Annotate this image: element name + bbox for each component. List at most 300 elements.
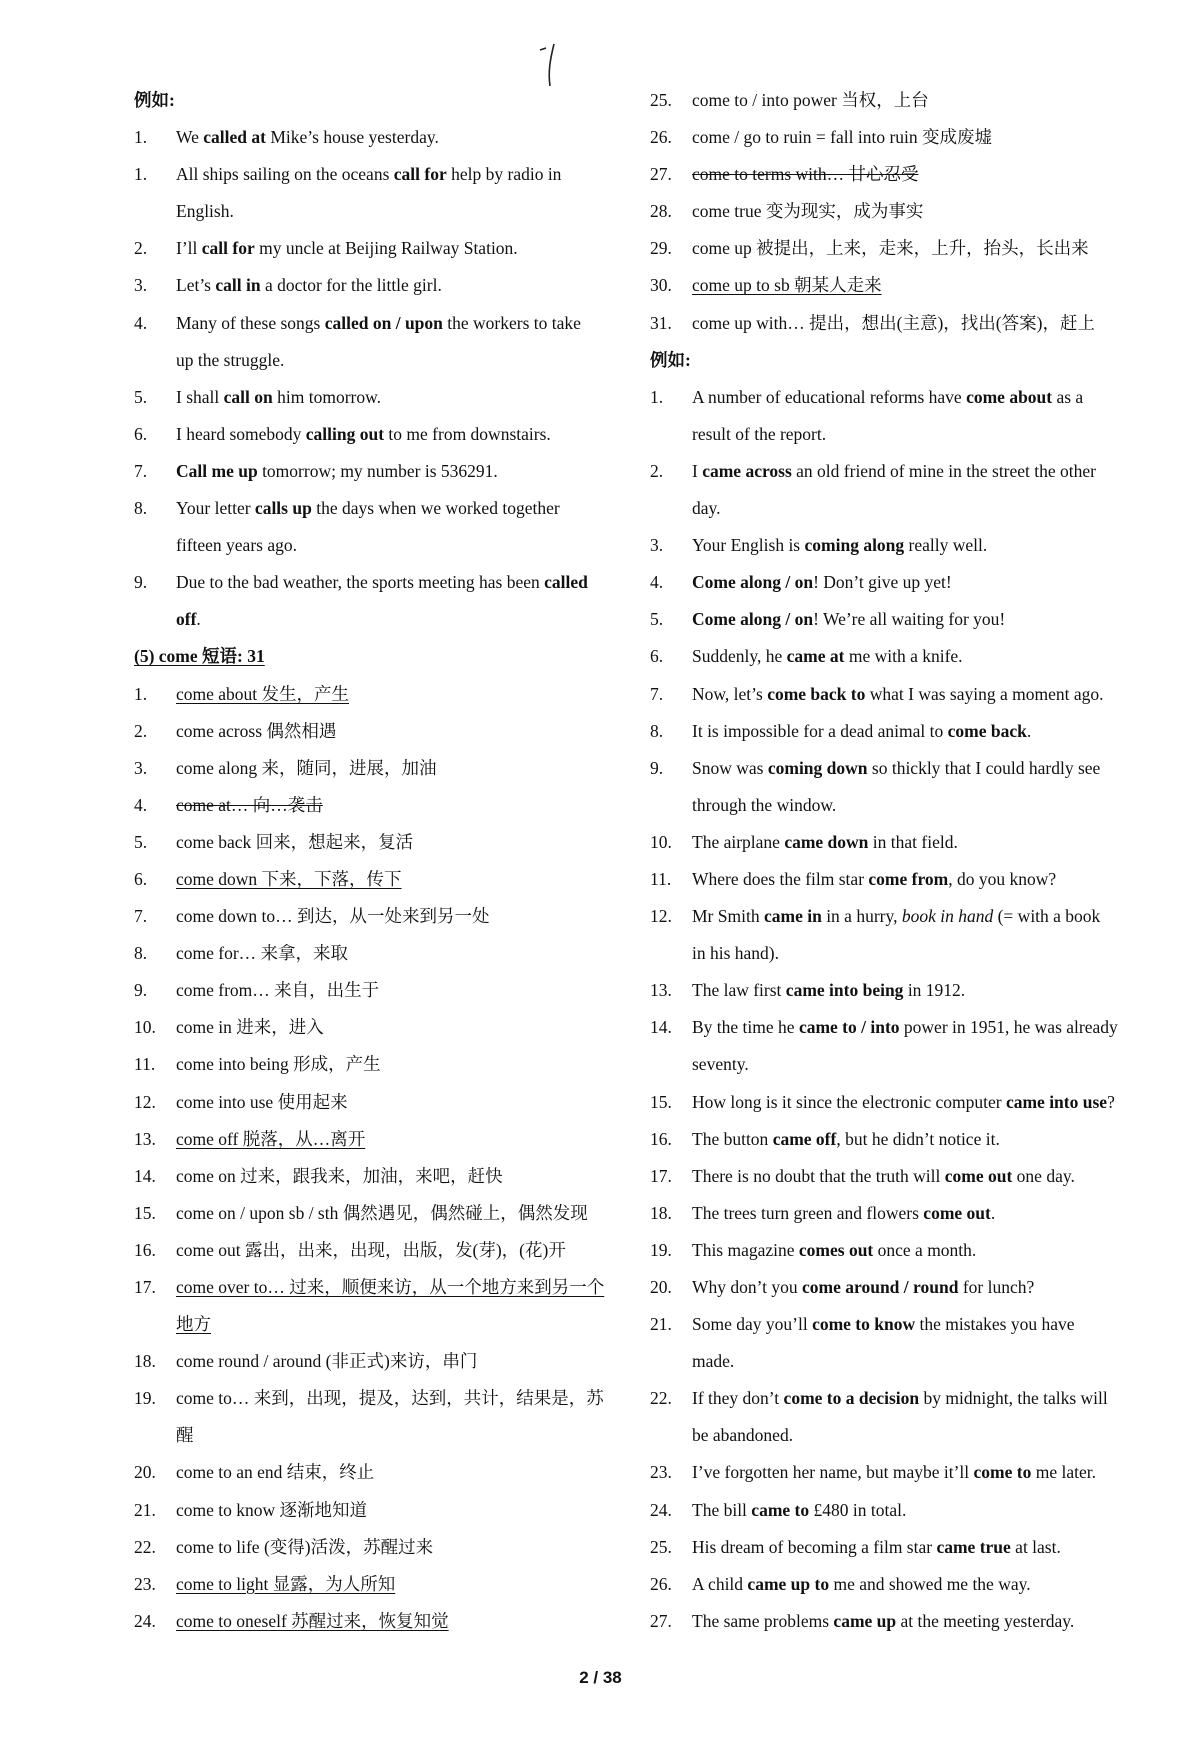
item-text — [692, 230, 1089, 267]
text-segment: Let’s — [176, 275, 216, 296]
item-text — [176, 972, 379, 1009]
list-item — [650, 972, 1135, 1009]
item-number: 6. — [134, 868, 148, 889]
text-segment: The bill — [692, 1499, 752, 1520]
text-segment: I shall — [176, 386, 224, 407]
item-text — [692, 379, 1083, 416]
item-text — [692, 119, 992, 156]
phrase-bold: came up to — [747, 1573, 830, 1594]
item-text — [692, 1158, 1075, 1195]
text-segment: come on 过来，跟我来，加油，来吧，赶快 — [176, 1165, 503, 1186]
item-text — [692, 1603, 1074, 1640]
text-segment: come down 下来，下落，传下 — [176, 868, 402, 889]
text-segment: £480 in total. — [809, 1499, 907, 1520]
list-item — [134, 1454, 614, 1491]
item-text — [692, 1195, 995, 1232]
list-item — [134, 1269, 614, 1306]
phrase-bold: came into use — [1005, 1091, 1108, 1112]
list-item — [134, 601, 614, 638]
text-segment: by midnight, the talks will — [919, 1388, 1108, 1409]
text-segment: come along 来，随同，进展，加油 — [176, 757, 437, 778]
text-segment: . — [990, 1202, 996, 1223]
item-text — [176, 787, 323, 824]
phrase-bold: came into being — [785, 980, 904, 1001]
list-item — [134, 713, 614, 750]
item-text — [692, 898, 1100, 935]
text-segment: in his hand). — [692, 943, 780, 964]
text-segment: up the struggle. — [176, 349, 285, 370]
item-text — [692, 1269, 1034, 1306]
item-number: 14. — [650, 1017, 672, 1038]
text-segment: come back 回来，想起来，复活 — [176, 831, 414, 852]
item-text — [692, 750, 1100, 787]
text-segment: come to an end 结束，终止 — [176, 1462, 375, 1483]
text-segment: How long is it since the electronic computer — [692, 1091, 1006, 1112]
text-segment: come to life (变得)活泼，苏醒过来 — [176, 1536, 434, 1557]
text-segment: The button — [692, 1128, 773, 1149]
item-text — [692, 156, 919, 193]
item-number: 2. — [650, 460, 664, 481]
item-text — [176, 1232, 566, 1269]
list-item — [650, 379, 1135, 416]
text-segment: come up to sb 朝某人走来 — [692, 275, 882, 296]
item-number: 27. — [650, 1610, 672, 1631]
text-segment: We — [176, 127, 204, 148]
item-number: 22. — [650, 1388, 672, 1409]
list-item — [134, 527, 614, 564]
text-segment: come out 露出，出来，出现，出版，发(芽)，(花)开 — [176, 1239, 566, 1260]
text-segment: come into use 使用起来 — [176, 1091, 348, 1112]
list-item — [650, 416, 1135, 453]
phrase-bold: Come along / on — [692, 609, 814, 630]
text-segment: my uncle at Beijing Railway Station. — [254, 238, 518, 259]
item-text — [176, 1306, 211, 1343]
item-number: 5. — [134, 831, 148, 852]
text-segment: English. — [176, 201, 234, 222]
list-item — [134, 898, 614, 935]
phrase-bold: coming down — [767, 757, 868, 778]
item-text — [692, 824, 958, 861]
item-number: 11. — [134, 1054, 156, 1075]
item-text — [176, 527, 297, 564]
phrase-bold: came to / into — [798, 1017, 900, 1038]
text-segment: I’ve forgotten her name, but maybe it’ll — [692, 1462, 974, 1483]
text-segment: fifteen years ago. — [176, 535, 297, 556]
item-text — [176, 1046, 381, 1083]
item-number: 30. — [650, 275, 672, 296]
list-item — [134, 156, 614, 193]
item-text — [176, 861, 402, 898]
list-item — [650, 527, 1135, 564]
item-text — [176, 1454, 374, 1491]
phrase-bold: called on / upon — [324, 312, 443, 333]
item-number: 31. — [650, 312, 672, 333]
list-item — [650, 601, 1135, 638]
item-number: 25. — [650, 1536, 672, 1557]
list-item — [650, 119, 1135, 156]
text-segment: (= with a book — [993, 906, 1101, 927]
text-segment: All ships sailing on the oceans — [176, 164, 394, 185]
item-number: 15. — [650, 1091, 672, 1112]
list-item — [650, 230, 1135, 267]
item-number: 18. — [134, 1351, 156, 1372]
list-item — [650, 1009, 1135, 1046]
list-item — [134, 305, 614, 342]
item-text — [692, 1492, 906, 1529]
item-number: 5. — [650, 609, 664, 630]
item-text — [692, 972, 965, 1009]
list-item — [650, 1306, 1135, 1343]
item-text — [176, 119, 439, 156]
phrase-bold: came to — [751, 1499, 810, 1520]
phrase-bold: come about — [966, 386, 1053, 407]
text-segment: come to light 显露，为人所知 — [176, 1573, 396, 1594]
list-item — [134, 193, 614, 230]
phrase-bold: came up — [833, 1610, 897, 1631]
item-text — [176, 230, 518, 267]
list-item — [650, 1046, 1135, 1083]
item-number: 3. — [134, 757, 148, 778]
list-item — [134, 676, 614, 713]
text-segment: come true 变为现实，成为事实 — [692, 201, 924, 222]
text-segment: as a — [1052, 386, 1084, 407]
item-text — [692, 267, 882, 304]
text-segment: , do you know? — [948, 868, 1057, 889]
text-segment: me later. — [1031, 1462, 1096, 1483]
list-item — [134, 935, 614, 972]
list-item — [134, 1343, 614, 1380]
item-text — [692, 1454, 1096, 1491]
text-segment: seventy. — [692, 1054, 749, 1075]
text-segment: . — [196, 609, 201, 630]
text-segment: Some day you’ll — [692, 1314, 813, 1335]
item-text — [692, 1121, 1000, 1158]
phrase-bold: coming along — [804, 535, 905, 556]
item-number: 4. — [134, 312, 148, 333]
text-segment: come on / upon sb / sth 偶然遇见，偶然碰上，偶然发现 — [176, 1202, 588, 1223]
text-segment: come off 脱落，从…离开 — [176, 1128, 366, 1149]
item-number: 25. — [650, 90, 672, 110]
text-segment: Due to the bad weather, the sports meeting has been — [176, 572, 545, 593]
item-text — [692, 1084, 1115, 1121]
section-heading — [134, 638, 614, 675]
item-number: 10. — [650, 831, 672, 852]
list-item — [650, 1084, 1135, 1121]
list-item — [650, 82, 1135, 119]
phrase-bold: Call me up — [176, 460, 258, 481]
item-text — [176, 156, 561, 193]
list-item — [134, 1195, 614, 1232]
text-segment: come to know 逐渐地知道 — [176, 1499, 368, 1520]
text-segment: come for… 来拿，来取 — [176, 943, 349, 964]
text-segment: The law first — [692, 980, 786, 1001]
list-item — [134, 787, 614, 824]
phrase-bold: call for — [201, 238, 255, 259]
list-item — [650, 1566, 1135, 1603]
item-number: 6. — [134, 423, 148, 444]
item-text — [176, 750, 437, 787]
text-segment: in that field. — [868, 831, 958, 852]
text-segment: made. — [692, 1351, 735, 1372]
text-segment: day. — [692, 498, 721, 519]
list-item — [650, 824, 1135, 861]
item-number: 11. — [650, 868, 672, 889]
item-number: 28. — [650, 201, 672, 222]
item-number: 2. — [134, 720, 148, 741]
list-item — [134, 1306, 614, 1343]
heading-text: 例如: — [650, 349, 691, 370]
text-segment: Mr Smith — [692, 906, 764, 927]
item-text — [176, 267, 442, 304]
list-item — [650, 1269, 1135, 1306]
list-item — [134, 453, 614, 490]
item-number: 13. — [134, 1128, 156, 1149]
text-segment: By the time he — [692, 1017, 799, 1038]
list-item — [134, 972, 614, 1009]
text-segment: come into being 形成，产生 — [176, 1054, 381, 1075]
item-number: 5. — [134, 386, 148, 407]
text-segment: the mistakes you have — [915, 1314, 1075, 1335]
item-text — [692, 935, 779, 972]
text-segment: me with a knife. — [844, 646, 963, 667]
list-item — [650, 1232, 1135, 1269]
item-text — [176, 453, 498, 490]
text-segment: for lunch? — [958, 1277, 1035, 1297]
phrase-bold: came down — [784, 831, 869, 852]
list-item — [134, 1158, 614, 1195]
item-number: 26. — [650, 1573, 672, 1594]
text-segment: A number of educational reforms have — [692, 386, 967, 407]
item-text — [176, 1492, 367, 1529]
item-number: 7. — [134, 460, 148, 481]
text-segment: through the window. — [692, 794, 837, 815]
text-segment: This magazine — [692, 1239, 799, 1260]
text-segment: the days when we worked together — [311, 498, 560, 519]
text-segment: so thickly that I could hardly see — [867, 757, 1101, 778]
item-text — [692, 638, 963, 675]
text-segment: in a hurry, — [821, 906, 902, 927]
text-segment: really well. — [904, 535, 988, 556]
phrase-bold: come around / round — [802, 1277, 959, 1297]
list-item — [134, 230, 614, 267]
phrase-bold: called at — [203, 127, 266, 148]
item-text — [176, 564, 588, 601]
item-number: 21. — [134, 1499, 156, 1520]
item-text — [692, 676, 1104, 713]
phrase-bold: came off — [772, 1128, 837, 1149]
item-text — [692, 1232, 976, 1269]
list-item — [134, 564, 614, 601]
item-text — [176, 305, 581, 342]
item-number: 1. — [650, 386, 664, 407]
text-segment: Now, let’s — [692, 683, 768, 704]
text-segment: at the meeting yesterday. — [896, 1610, 1075, 1631]
item-text — [176, 1417, 194, 1454]
item-text — [692, 601, 1005, 638]
item-text — [692, 490, 721, 527]
list-item — [650, 267, 1135, 304]
phrase-bold: call on — [223, 386, 273, 407]
heading-text: (5) come 短语: 31 — [134, 646, 265, 667]
item-number: 4. — [650, 572, 664, 593]
text-segment: The airplane — [692, 831, 785, 852]
item-number: 21. — [650, 1314, 672, 1335]
list-item — [650, 787, 1135, 824]
item-text — [176, 1343, 477, 1380]
text-segment: help by radio in — [446, 164, 562, 185]
item-text — [176, 824, 413, 861]
list-item — [134, 861, 614, 898]
list-item — [650, 1529, 1135, 1566]
item-text — [176, 1009, 324, 1046]
text-segment: Why don’t you — [692, 1277, 803, 1297]
item-text — [692, 305, 1095, 342]
text-segment: at last. — [1010, 1536, 1061, 1557]
right-column — [650, 82, 1135, 1640]
text-segment: I heard somebody — [176, 423, 306, 444]
list-item — [650, 305, 1135, 342]
text-segment: ? — [1107, 1091, 1115, 1112]
item-number: 8. — [134, 498, 148, 519]
list-item — [650, 564, 1135, 601]
item-number: 13. — [650, 980, 672, 1001]
list-item — [650, 935, 1135, 972]
item-number: 17. — [650, 1165, 672, 1186]
item-number: 8. — [650, 720, 664, 741]
phrase-bold: call in — [215, 275, 261, 296]
item-number: 9. — [134, 980, 148, 1001]
phrase-bold: Come along / on — [692, 572, 814, 593]
list-item — [134, 342, 614, 379]
item-text — [176, 676, 349, 713]
text-segment: Many of these songs — [176, 312, 325, 333]
text-segment: come at… 向…袭击 — [176, 794, 323, 815]
item-text — [692, 1380, 1108, 1417]
list-item — [134, 1232, 614, 1269]
item-number: 2. — [134, 238, 148, 259]
item-number: 16. — [134, 1239, 156, 1260]
phrase-bold: calling out — [305, 423, 385, 444]
phrase-bold: calls up — [254, 498, 312, 519]
list-item — [134, 1009, 614, 1046]
list-item — [134, 267, 614, 304]
text-segment: It is impossible for a dead animal to — [692, 720, 948, 741]
item-text — [692, 193, 923, 230]
phrase-bold: come to a decision — [783, 1388, 920, 1409]
item-text — [692, 861, 1056, 898]
item-number: 4. — [134, 794, 148, 815]
item-text — [176, 1603, 449, 1640]
item-text — [692, 527, 987, 564]
item-text — [176, 713, 336, 750]
phrase-bold: off — [176, 609, 197, 630]
item-text — [692, 1529, 1061, 1566]
item-text — [692, 1566, 1031, 1603]
list-item — [650, 1454, 1135, 1491]
item-number: 24. — [134, 1610, 156, 1631]
item-number: 3. — [650, 535, 664, 556]
item-number: 18. — [650, 1202, 672, 1223]
item-number: 29. — [650, 238, 672, 259]
text-segment: come to oneself 苏醒过来，恢复知觉 — [176, 1610, 449, 1631]
text-segment: a doctor for the little girl. — [260, 275, 442, 296]
item-text — [176, 1121, 365, 1158]
item-text — [176, 1380, 604, 1417]
list-item — [650, 156, 1135, 193]
text-segment: come over to… 过来，顺便来访，从一个地方来到另一个 — [176, 1277, 605, 1297]
text-segment: 醒 — [176, 1425, 194, 1446]
text-segment: A child — [692, 1573, 748, 1594]
item-number: 12. — [650, 906, 672, 927]
list-item — [134, 1417, 614, 1454]
item-text — [176, 1158, 503, 1195]
phrase-bold: come back to — [767, 683, 866, 704]
text-segment: Your English is — [692, 535, 805, 556]
text-segment: result of the report. — [692, 423, 827, 444]
item-text — [692, 564, 952, 601]
item-text — [692, 1306, 1075, 1343]
text-segment: Your letter — [176, 498, 255, 519]
item-text — [176, 1084, 348, 1121]
list-item — [134, 119, 614, 156]
text-segment: power in 1951, he was already — [899, 1017, 1118, 1038]
text-segment: I’ll — [176, 238, 202, 259]
text-segment: once a month. — [873, 1239, 977, 1260]
list-item — [134, 1529, 614, 1566]
item-text — [176, 379, 381, 416]
item-text — [176, 1269, 604, 1306]
item-number: 27. — [650, 164, 672, 185]
list-item — [650, 898, 1135, 935]
item-text — [176, 416, 551, 453]
text-segment: in 1912. — [903, 980, 966, 1001]
text-segment: come up 被提出，上来，走来，上升，抬头，长出来 — [692, 238, 1089, 259]
item-text — [692, 713, 1031, 750]
text-segment: come to terms with… 甘心忍受 — [692, 164, 919, 185]
text-segment: come down to… 到达，从一处来到另一处 — [176, 906, 490, 927]
list-item — [650, 193, 1135, 230]
item-number: 3. — [134, 275, 148, 296]
list-item — [650, 1417, 1135, 1454]
item-text — [176, 935, 348, 972]
item-text — [176, 898, 490, 935]
item-number: 20. — [134, 1462, 156, 1483]
phrase-bold: come back — [947, 720, 1027, 741]
text-segment: come in 进来，进入 — [176, 1017, 324, 1038]
list-item — [134, 1492, 614, 1529]
text-segment: tomorrow; my number is 536291. — [257, 460, 498, 481]
item-text — [692, 1046, 749, 1083]
heading-text: 例如: — [134, 90, 175, 110]
item-text — [692, 82, 929, 119]
text-segment: come from… 来自，出生于 — [176, 980, 380, 1001]
phrase-bold: came in — [763, 906, 822, 927]
item-number: 17. — [134, 1277, 156, 1297]
text-segment: come round / around (非正式)来访，串门 — [176, 1351, 478, 1372]
text-segment: come to / into power 当权，上台 — [692, 90, 929, 110]
item-text — [692, 416, 826, 453]
text-segment: what I was saying a moment ago. — [865, 683, 1104, 704]
list-item — [134, 1084, 614, 1121]
list-item — [650, 676, 1135, 713]
text-segment: come across 偶然相遇 — [176, 720, 337, 741]
list-item — [650, 750, 1135, 787]
text-segment: There is no doubt that the truth will — [692, 1165, 945, 1186]
list-item — [650, 861, 1135, 898]
left-column — [134, 82, 614, 1640]
text-segment: come to… 来到，出现，提及，达到，共计，结果是，苏 — [176, 1388, 604, 1409]
phrase-bold: called — [544, 572, 588, 593]
